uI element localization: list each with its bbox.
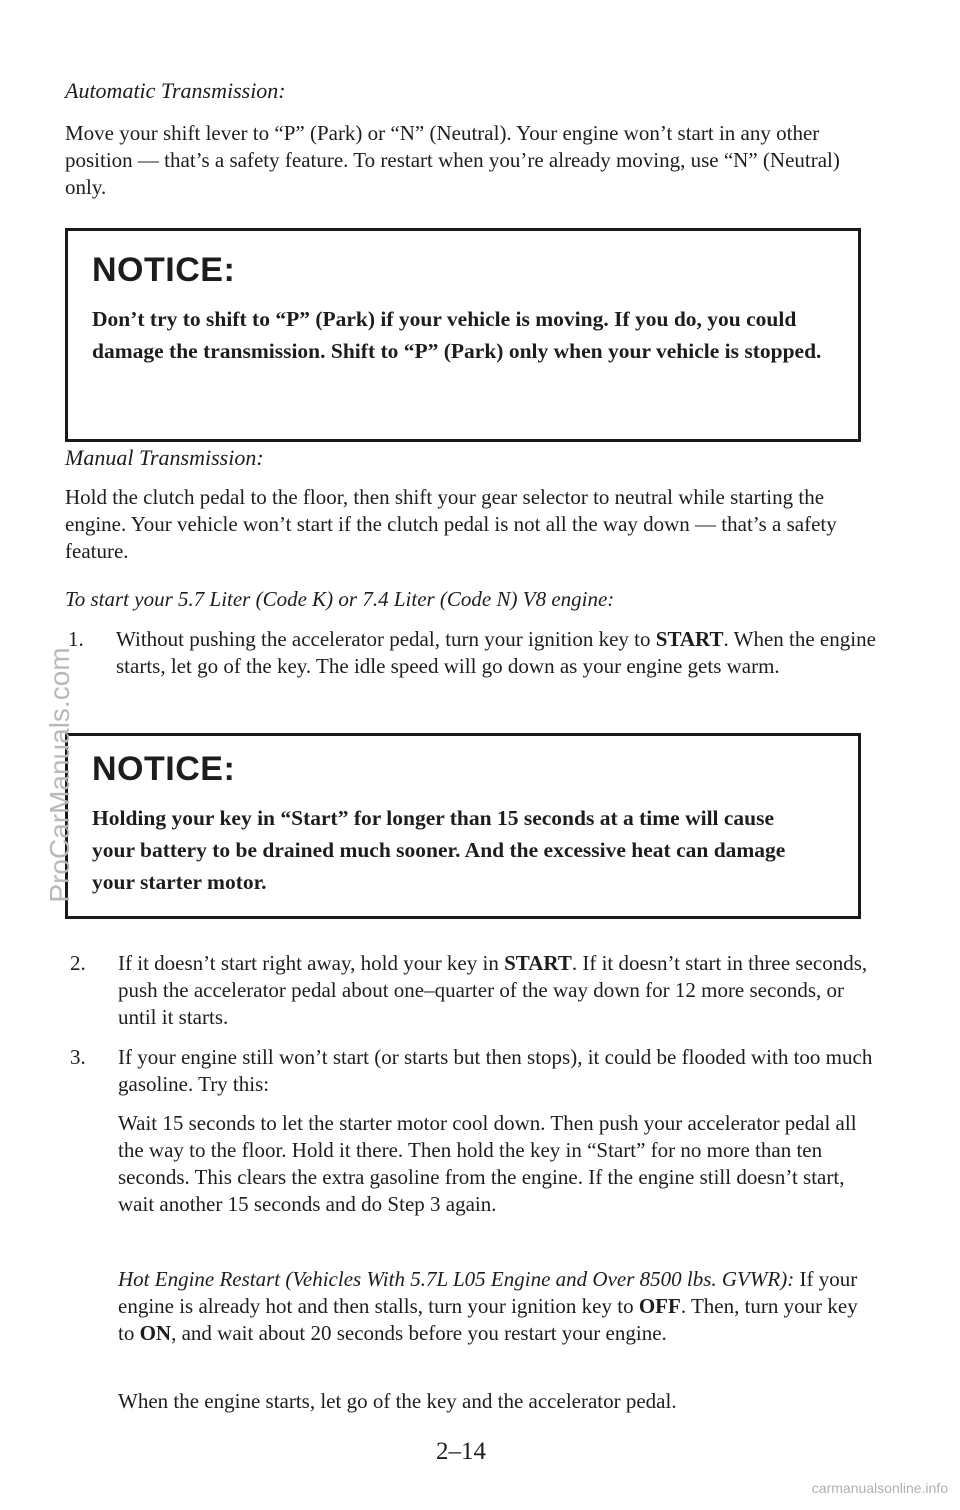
- final-instruction: When the engine starts, let go of the key and the accelerator pedal.: [118, 1389, 677, 1413]
- step-3-wait-instructions: Wait 15 seconds to let the starter motor cool down. Then push your accelerator pedal all the way to the floor. Hold it there. Then hold the key in “Start” for no more than ten seconds. This clears the extra gasoline from the engine. If the engine still doesn’t start, wait another 15 seconds and do Step 3 again.: [118, 1111, 857, 1216]
- start-engine-heading: To start your 5.7 Liter (Code K) or 7.4 Liter (Code N) V8 engine:: [65, 587, 615, 611]
- side-watermark: ProCarManuals.com: [44, 647, 75, 903]
- off-keyword: OFF: [638, 1294, 681, 1318]
- notice-box-shift: [65, 228, 861, 442]
- notice-body: Don’t try to shift to “P” (Park) if your vehicle is moving. If you do, you could damage the transmission. Shift to “P” (Park) only when your vehicle is stopped.: [92, 307, 822, 363]
- step-text: Without pushing the accelerator pedal, turn your ignition key to START. When the engine starts, let go of the key. The idle speed will go down as your engine gets warm.: [116, 627, 876, 678]
- manual-transmission-heading: Manual Transmission:: [65, 445, 264, 470]
- on-keyword: ON: [139, 1321, 172, 1345]
- footer-watermark: carmanualsonline.info: [811, 1480, 948, 1496]
- hot-engine-restart: Hot Engine Restart (Vehicles With 5.7L L05 Engine and Over 8500 lbs. GVWR): If your engine is already hot and then stalls, turn your ignition key to OFF. Then, turn your key to ON, and wait about 20 seconds before you restart your engine.: [118, 1267, 858, 1345]
- start-keyword: START: [655, 627, 724, 651]
- step-number: 1.: [68, 627, 84, 651]
- step-text: If it doesn’t start right away, hold your key in START. If it doesn’t start in three seconds, push the accelerator pedal about one–quarter of the way down for 12 more seconds, or until it starts.: [118, 951, 868, 1029]
- automatic-transmission-heading: Automatic Transmission:: [65, 78, 286, 103]
- notice-title: NOTICE:: [92, 750, 236, 788]
- hot-engine-label: Hot Engine Restart (Vehicles With 5.7L L05 Engine and Over 8500 lbs. GVWR):: [118, 1267, 795, 1291]
- step-number: 3.: [70, 1045, 86, 1069]
- manual-transmission-text: Hold the clutch pedal to the floor, then shift your gear selector to neutral while starting the engine. Your vehicle won’t start if the clutch pedal is not all the way down — that’s a safety feature.: [65, 485, 837, 563]
- page-number: 2–14: [436, 1438, 486, 1465]
- notice-box-start-key: [65, 733, 861, 919]
- notice-title: NOTICE:: [92, 251, 236, 289]
- step-text: If your engine still won’t start (or starts but then stops), it could be flooded with too much gasoline. Try this:: [118, 1045, 873, 1096]
- notice-body: Holding your key in “Start” for longer than 15 seconds at a time will cause your battery to be drained much sooner. And the excessive heat can damage your starter motor.: [92, 806, 786, 894]
- step-number: 2.: [70, 951, 86, 975]
- start-keyword: START: [504, 951, 572, 975]
- automatic-transmission-text: Move your shift lever to “P” (Park) or “N” (Neutral). Your engine won’t start in any other position — that’s a safety feature. To restart when you’re already moving, use “N” (Neutral) only.: [65, 121, 840, 199]
